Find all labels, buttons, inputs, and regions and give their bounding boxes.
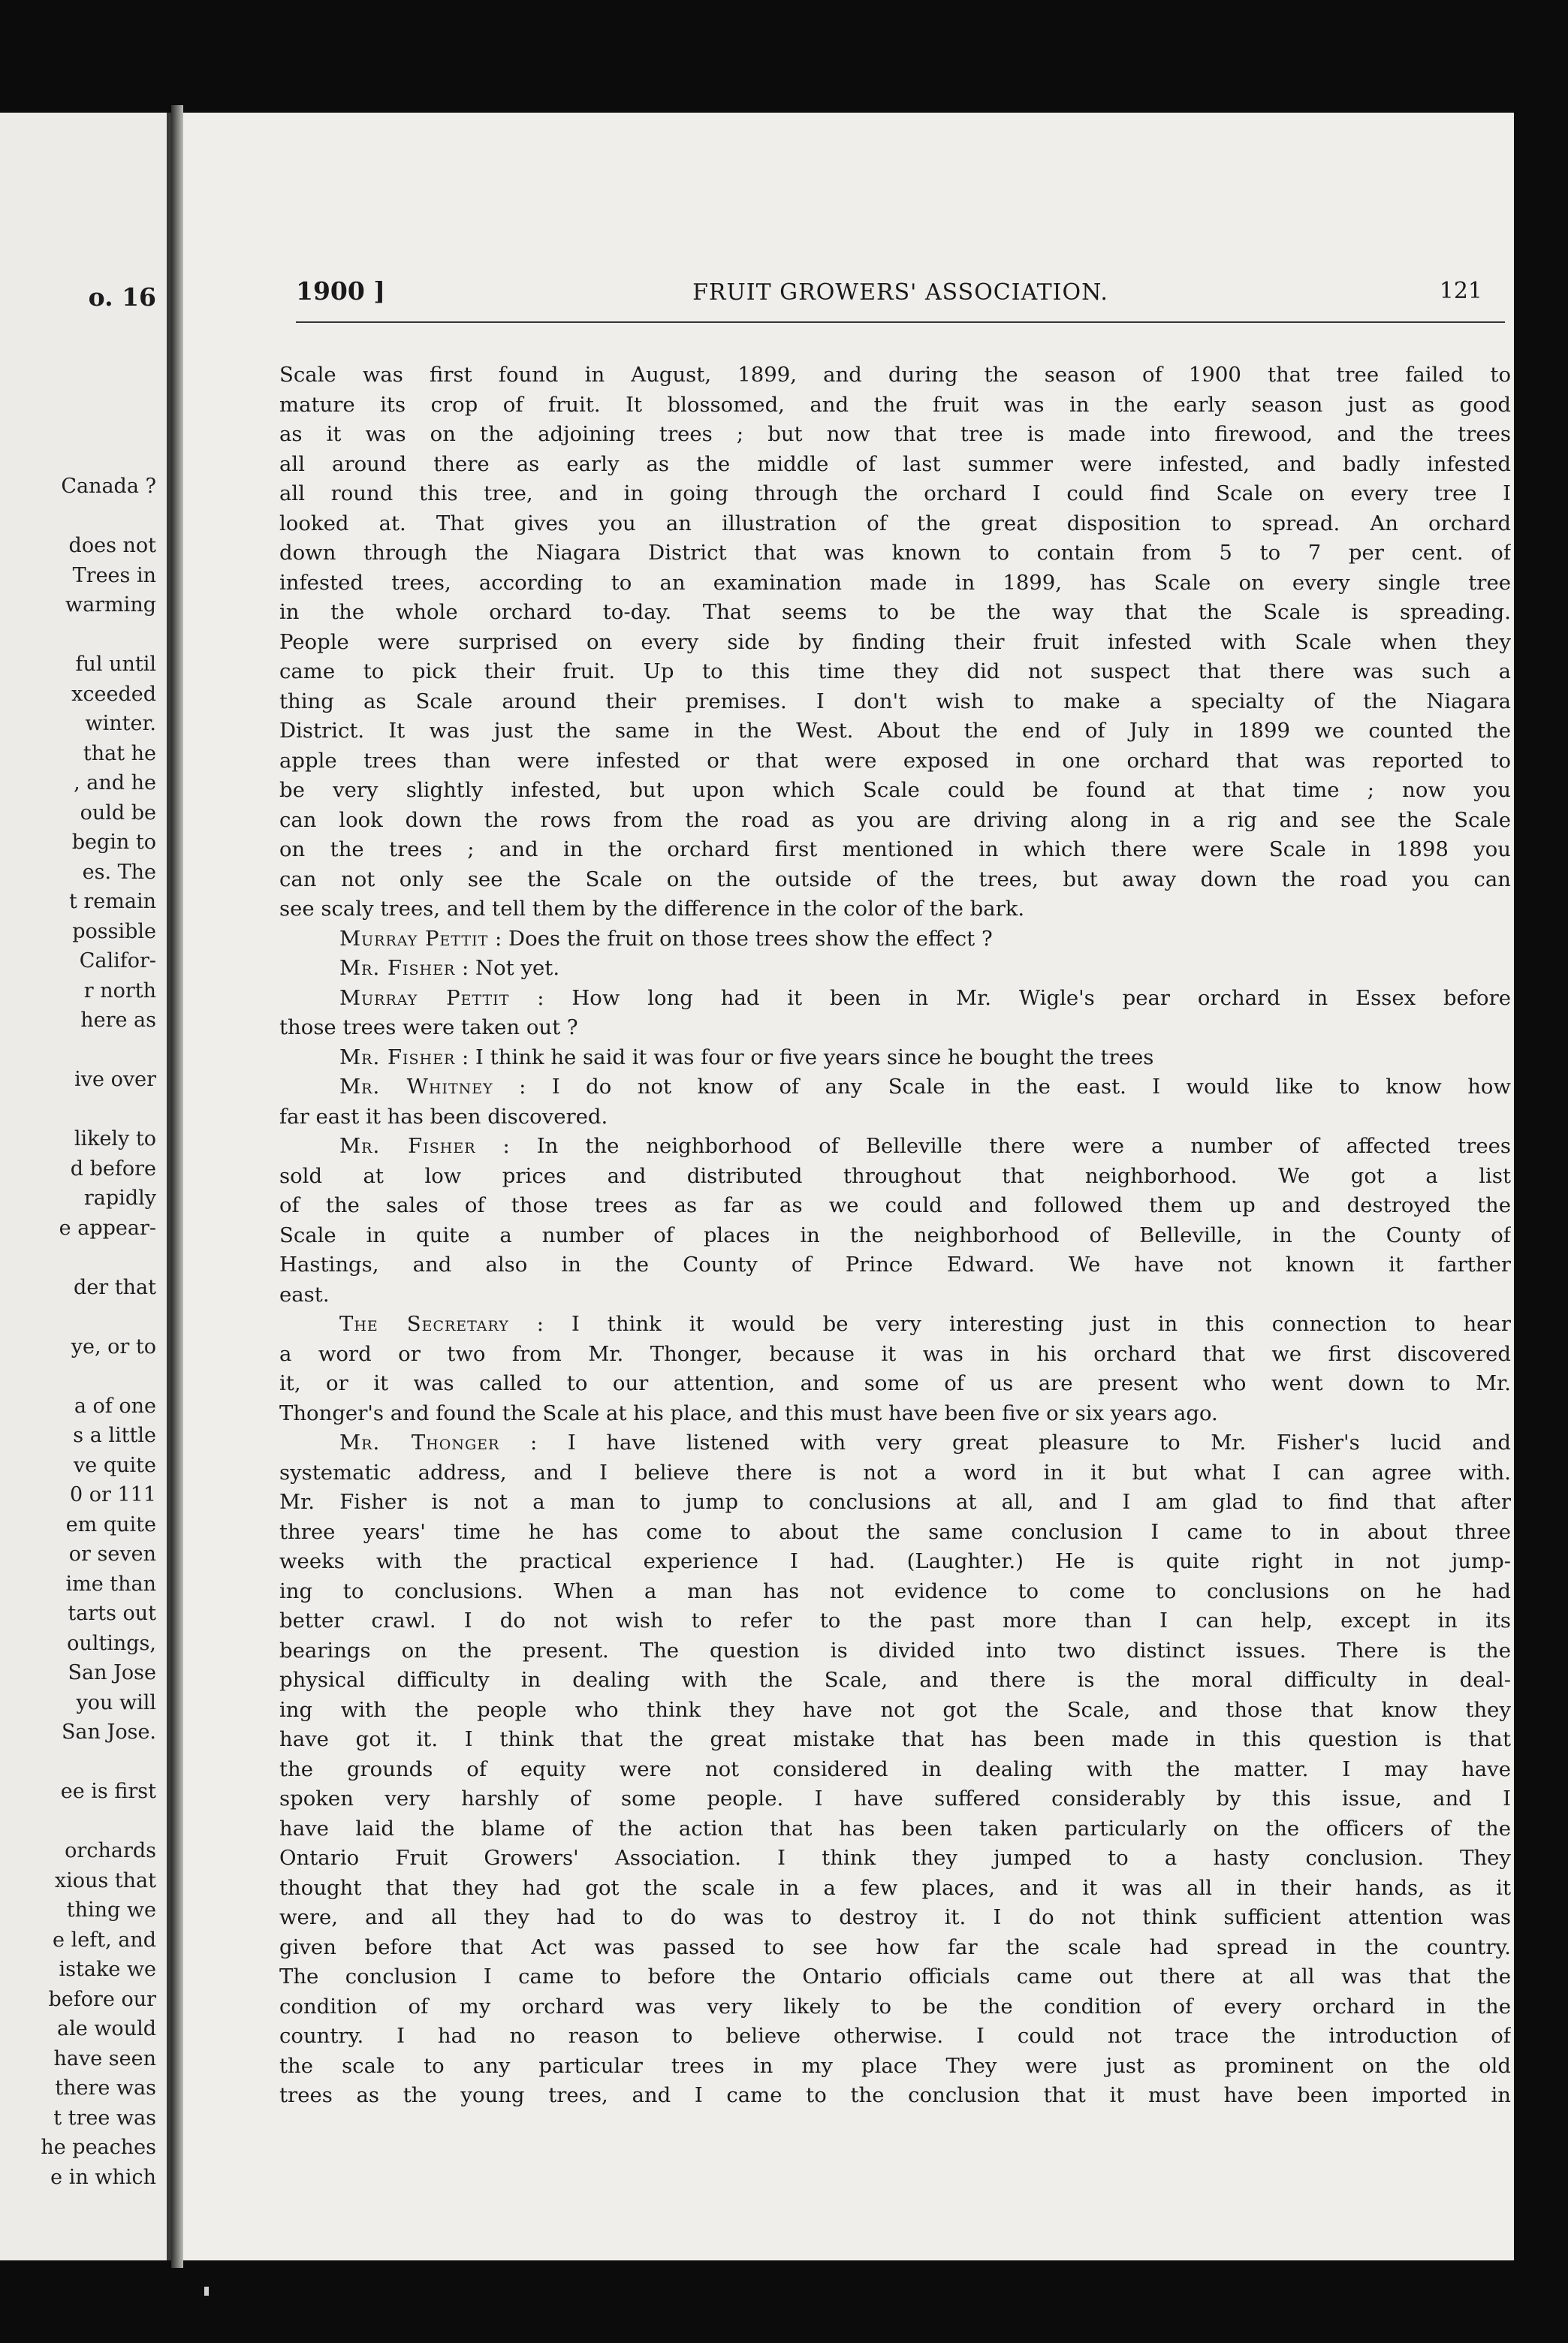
left-page-line: r north bbox=[83, 979, 156, 1003]
text-line bbox=[279, 1933, 1511, 1963]
text-line bbox=[279, 479, 1511, 509]
text-line bbox=[279, 2081, 1511, 2111]
left-page-line: winter. bbox=[85, 712, 156, 735]
text-line bbox=[279, 2052, 1511, 2082]
left-page-line: a of one bbox=[74, 1394, 156, 1418]
line-text: east. bbox=[279, 1282, 330, 1307]
text-line bbox=[279, 1518, 1511, 1548]
line-text: down through the Niagara District that was known to contain from 5 to 7 per cent. of bbox=[279, 541, 1511, 565]
text-line bbox=[279, 1221, 1511, 1251]
left-page-line: San Jose bbox=[68, 1661, 156, 1684]
left-page-line: does not bbox=[68, 534, 156, 557]
text-line bbox=[279, 1666, 1511, 1696]
line-text: can not only see the Scale on the outside of the trees, but away down the road you can bbox=[279, 867, 1511, 891]
line-text: looked at. That gives you an illustration of the great disposition to spread. An orchard bbox=[279, 511, 1511, 535]
left-page-line bbox=[41, 620, 156, 650]
speaker-line bbox=[279, 1072, 1511, 1102]
line-text: : How long had it been in Mr. Wigle's pear orchard in Essex before bbox=[537, 985, 1511, 1010]
text-line bbox=[279, 420, 1511, 450]
left-page-line: before our bbox=[48, 1987, 156, 2011]
line-text: the grounds of equity were not considered in dealing with the matter. I may have bbox=[279, 1756, 1511, 1781]
speaker-name: Mr. Fisher bbox=[339, 1134, 476, 1158]
text-line bbox=[279, 1547, 1511, 1577]
text-line bbox=[279, 894, 1511, 924]
line-text: : I think he said it was four or five years since he bought the trees bbox=[462, 1045, 1154, 1069]
line-text: all round this tree, and in going through the orchard I could find Scale on every tree I bbox=[279, 481, 1511, 505]
speaker-name: Mr. Fisher bbox=[339, 956, 456, 980]
left-page-line: , and he bbox=[74, 771, 156, 795]
text-line bbox=[279, 1280, 1511, 1310]
text-line bbox=[279, 598, 1511, 628]
line-text: infested trees, according to an examination made in 1899, has Scale on every single tree bbox=[279, 570, 1511, 595]
speaker-name: Murray Pettit bbox=[339, 926, 489, 951]
line-text: Mr. Fisher is not a man to jump to conclusions at all, and I am glad to find that after bbox=[279, 1490, 1511, 1514]
line-text: trees as the young trees, and I came to the conclusion that it must have been imported in bbox=[279, 2083, 1511, 2107]
speaker-name: Mr. Whitney bbox=[339, 1075, 493, 1099]
speaker-name: Murray Pettit bbox=[339, 985, 510, 1010]
line-text: have got it. I think that the great mistake that has been made in this question is that bbox=[279, 1727, 1511, 1751]
text-line bbox=[279, 1992, 1511, 2022]
left-page-line: warming bbox=[65, 593, 156, 617]
left-page-line: orchards bbox=[65, 1839, 156, 1862]
text-line bbox=[279, 390, 1511, 421]
speaker-name: Mr. Fisher bbox=[339, 1045, 456, 1069]
text-line bbox=[279, 865, 1511, 895]
text-line bbox=[279, 806, 1511, 836]
line-text: weeks with the practical experience I had. (Laughter.) He is quite right in not jump- bbox=[279, 1549, 1511, 1573]
line-text: Scale in quite a number of places in the neighborhood of Belleville, in the County of bbox=[279, 1223, 1511, 1247]
left-page-line: tarts out bbox=[68, 1602, 156, 1625]
line-text: three years' time he has come to about the same conclusion I came to in about three bbox=[279, 1519, 1511, 1544]
left-page-line: ale would bbox=[57, 2017, 156, 2040]
left-page-line: ee is first bbox=[60, 1780, 156, 1803]
line-text: thing as Scale around their premises. I don't wish to make a specialty of the Niagara bbox=[279, 689, 1511, 713]
speaker-line bbox=[279, 954, 1511, 984]
text-line bbox=[279, 568, 1511, 599]
left-page-line: you will bbox=[76, 1690, 156, 1714]
left-page-line: likely to bbox=[74, 1127, 156, 1150]
left-page-line: he peaches bbox=[41, 2136, 156, 2159]
left-page-line: ve quite bbox=[74, 1453, 156, 1477]
speaker-line bbox=[279, 1428, 1511, 1458]
text-line bbox=[279, 1340, 1511, 1370]
line-text: : I think it would be very interesting just in this connection to hear bbox=[536, 1312, 1511, 1336]
text-line bbox=[279, 1488, 1511, 1518]
text-line bbox=[279, 657, 1511, 687]
line-text: bearings on the present. The question is divided into two distinct issues. There is the bbox=[279, 1638, 1511, 1663]
text-line bbox=[279, 1606, 1511, 1636]
left-page-line: oultings, bbox=[67, 1631, 156, 1655]
text-line bbox=[279, 628, 1511, 658]
text-line bbox=[279, 1696, 1511, 1726]
left-page-line bbox=[41, 1036, 156, 1066]
left-page-line: ye, or to bbox=[71, 1334, 156, 1358]
speaker-line bbox=[279, 1132, 1511, 1162]
left-page-text bbox=[41, 472, 156, 2192]
left-page-line: istake we bbox=[59, 1958, 156, 1981]
line-text: of the sales of those trees as far as we could and followed them up and destroyed the bbox=[279, 1193, 1511, 1217]
line-text: The conclusion I came to before the Ontario officials came out there at all was that the bbox=[279, 1965, 1511, 1989]
left-page-line: e appear- bbox=[59, 1216, 156, 1240]
left-page-line: ould be bbox=[80, 801, 156, 825]
line-text: systematic address, and I believe there is not a word in it but what I can agree with. bbox=[279, 1460, 1511, 1485]
text-line bbox=[279, 716, 1511, 746]
text-line bbox=[279, 1636, 1511, 1666]
line-text: apple trees than were infested or that were exposed in one orchard that was reported to bbox=[279, 748, 1511, 773]
left-page-line: es. The bbox=[82, 860, 156, 884]
left-page-line: ful until bbox=[75, 653, 156, 676]
line-text: ing to conclusions. When a man has not evidence to come to conclusions on he had bbox=[279, 1579, 1511, 1603]
line-text: came to pick their fruit. Up to this time they did not suspect that there was such a bbox=[279, 659, 1511, 683]
right-page bbox=[183, 113, 1514, 2260]
left-page-line: t remain bbox=[68, 890, 156, 913]
left-page-line: e in which bbox=[50, 2165, 156, 2189]
body-text bbox=[279, 360, 1511, 2111]
text-line bbox=[279, 509, 1511, 539]
line-text: it, or it was called to our attention, and some of us are present who went down to Mr. bbox=[279, 1371, 1511, 1395]
line-text: those trees were taken out ? bbox=[279, 1015, 578, 1039]
scan-speck bbox=[204, 2287, 209, 2296]
line-text: were, and all they had to do was to destroy it. I do not think sufficient attention was bbox=[279, 1905, 1511, 1929]
left-page-line: em quite bbox=[65, 1512, 156, 1536]
line-text: Scale was first found in August, 1899, and during the season of 1900 that tree failed to bbox=[279, 363, 1511, 387]
left-page-line bbox=[41, 1095, 156, 1125]
page-number: 121 bbox=[1439, 278, 1482, 304]
left-page-line: rapidly bbox=[83, 1187, 156, 1210]
header-title: FRUIT GROWERS' ASSOCIATION. bbox=[692, 279, 1108, 306]
left-page-line bbox=[41, 1747, 156, 1778]
line-text: the scale to any particular trees in my place They were just as prominent on the old bbox=[279, 2053, 1511, 2078]
text-line bbox=[279, 835, 1511, 865]
line-text: Ontario Fruit Growers' Association. I think they jumped to a hasty conclusion. They bbox=[279, 1846, 1511, 1870]
header-year: 1900 ] bbox=[296, 276, 385, 306]
line-text: Thonger's and found the Scale at his place, and this must have been five or six years ago. bbox=[279, 1401, 1218, 1425]
left-page-fragment bbox=[0, 113, 171, 2260]
left-page-line: t tree was bbox=[53, 2106, 156, 2130]
text-line bbox=[279, 1784, 1511, 1814]
line-text: a word or two from Mr. Thonger, because it was in his orchard that we first discovered bbox=[279, 1341, 1511, 1366]
line-text: all around there as early as the middle of last summer were infested, and badly infested bbox=[279, 451, 1511, 476]
left-page-line: ive over bbox=[74, 1068, 156, 1091]
line-text: : I do not know of any Scale in the east. I would like to know how bbox=[519, 1075, 1511, 1099]
line-text: Hastings, and also in the County of Prince Edward. We have not known it farther bbox=[279, 1253, 1511, 1277]
left-page-line bbox=[41, 502, 156, 532]
text-line bbox=[279, 1013, 1511, 1043]
left-page-line: ime than bbox=[65, 1572, 156, 1596]
left-page-line: there was bbox=[55, 2076, 156, 2100]
speaker-line bbox=[279, 984, 1511, 1014]
text-line bbox=[279, 1755, 1511, 1785]
text-line bbox=[279, 1725, 1511, 1755]
left-page-line: der that bbox=[74, 1275, 156, 1299]
line-text: can look down the rows from the road as you are driving along in a rig and see the Scale bbox=[279, 807, 1511, 832]
left-page-line: xious that bbox=[54, 1868, 156, 1892]
left-page-line: Trees in bbox=[72, 563, 156, 587]
left-page-line: xceeded bbox=[71, 682, 156, 706]
text-line bbox=[279, 1874, 1511, 1904]
line-text: better crawl. I do not wish to refer to the past more than I can help, except in its bbox=[279, 1609, 1511, 1633]
left-page-line: 0 or 111 bbox=[69, 1483, 156, 1506]
line-text: on the trees ; and in the orchard first mentioned in which there were Scale in 1898 you bbox=[279, 837, 1511, 861]
line-text: country. I had no reason to believe otherwise. I could not trace the introduction of bbox=[279, 2024, 1511, 2048]
line-text: in the whole orchard to-day. That seems to be the way that the Scale is spreading. bbox=[279, 600, 1511, 624]
text-line bbox=[279, 1399, 1511, 1429]
speaker-line bbox=[279, 1310, 1511, 1340]
line-text: have laid the blame of the action that has been taken particularly on the officers of the bbox=[279, 1816, 1511, 1841]
text-line bbox=[279, 538, 1511, 568]
line-text: given before that Act was passed to see how far the scale had spread in the country. bbox=[279, 1934, 1511, 1959]
left-page-line: here as bbox=[80, 1009, 156, 1032]
left-page-line bbox=[41, 1361, 156, 1392]
text-line bbox=[279, 1250, 1511, 1280]
speaker-line bbox=[279, 1043, 1511, 1073]
text-line bbox=[279, 1814, 1511, 1844]
left-page-line: or seven bbox=[68, 1542, 156, 1566]
line-text: : I have listened with very great pleasure to Mr. Fisher's lucid and bbox=[529, 1431, 1511, 1455]
line-text: physical difficulty in dealing with the Scale, and there is the moral difficulty in deal- bbox=[279, 1668, 1511, 1692]
left-page-line: begin to bbox=[71, 831, 156, 854]
left-page-line: Canada ? bbox=[61, 475, 156, 498]
text-line bbox=[279, 687, 1511, 717]
text-line bbox=[279, 1191, 1511, 1221]
speaker-name: The Secretary bbox=[339, 1312, 509, 1336]
line-text: far east it has been discovered. bbox=[279, 1104, 608, 1129]
left-page-line: that he bbox=[83, 741, 156, 765]
text-line bbox=[279, 1577, 1511, 1607]
text-line bbox=[279, 1844, 1511, 1874]
line-text: People were surprised on every side by finding their fruit infested with Scale when they bbox=[279, 629, 1511, 654]
running-header bbox=[296, 276, 1505, 323]
line-text: District. It was just the same in the West. About the end of July in 1899 we counted the bbox=[279, 719, 1511, 743]
line-text: thought that they had got the scale in a few places, and it was all in their hands, as it bbox=[279, 1875, 1511, 1900]
text-line bbox=[279, 1458, 1511, 1488]
left-page-line: e left, and bbox=[53, 1928, 156, 1952]
text-line bbox=[279, 746, 1511, 776]
line-text: ing with the people who think they have not got the Scale, and those that know they bbox=[279, 1697, 1511, 1722]
left-page-line: thing we bbox=[66, 1898, 156, 1922]
text-line bbox=[279, 1102, 1511, 1132]
text-line bbox=[279, 360, 1511, 390]
speaker-name: Mr. Thonger bbox=[339, 1431, 500, 1455]
line-text: sold at low prices and distributed throughout that neighborhood. We got a list bbox=[279, 1163, 1511, 1188]
text-line bbox=[279, 776, 1511, 806]
left-page-line: San Jose. bbox=[61, 1720, 156, 1744]
line-text: as it was on the adjoining trees ; but now that tree is made into firewood, and the trees bbox=[279, 422, 1511, 446]
line-text: be very slightly infested, but upon which Scale could be found at that time ; now you bbox=[279, 778, 1511, 802]
left-page-line: d before bbox=[70, 1156, 156, 1181]
text-line bbox=[279, 1162, 1511, 1192]
text-line bbox=[279, 1903, 1511, 1933]
left-page-header: o. 16 bbox=[88, 282, 156, 312]
text-line bbox=[279, 2022, 1511, 2052]
left-page-line: have seen bbox=[53, 2046, 156, 2070]
left-page-line bbox=[41, 1243, 156, 1273]
line-text: : In the neighborhood of Belleville there were a number of affected trees bbox=[502, 1134, 1511, 1158]
text-line bbox=[279, 1369, 1511, 1399]
line-text: spoken very harshly of some people. I have suffered considerably by this issue, and I bbox=[279, 1787, 1511, 1811]
left-page-line: Califor- bbox=[79, 949, 156, 972]
text-line bbox=[279, 1962, 1511, 1992]
book-gutter bbox=[171, 105, 183, 2268]
left-page-line bbox=[41, 1302, 156, 1332]
line-text: : Does the fruit on those trees show the effect ? bbox=[495, 926, 993, 951]
line-text: : Not yet. bbox=[462, 956, 560, 980]
text-line bbox=[279, 450, 1511, 480]
line-text: mature its crop of fruit. It blossomed, and the fruit was in the early season just as good bbox=[279, 392, 1511, 417]
line-text: condition of my orchard was very likely to be the condition of every orchard in the bbox=[279, 1994, 1511, 2019]
speaker-line bbox=[279, 924, 1511, 954]
left-page-line: s a little bbox=[73, 1424, 156, 1447]
line-text: see scaly trees, and tell them by the difference in the color of the bark. bbox=[279, 897, 1025, 921]
left-page-line bbox=[41, 1807, 156, 1837]
left-page-line: possible bbox=[72, 919, 156, 943]
